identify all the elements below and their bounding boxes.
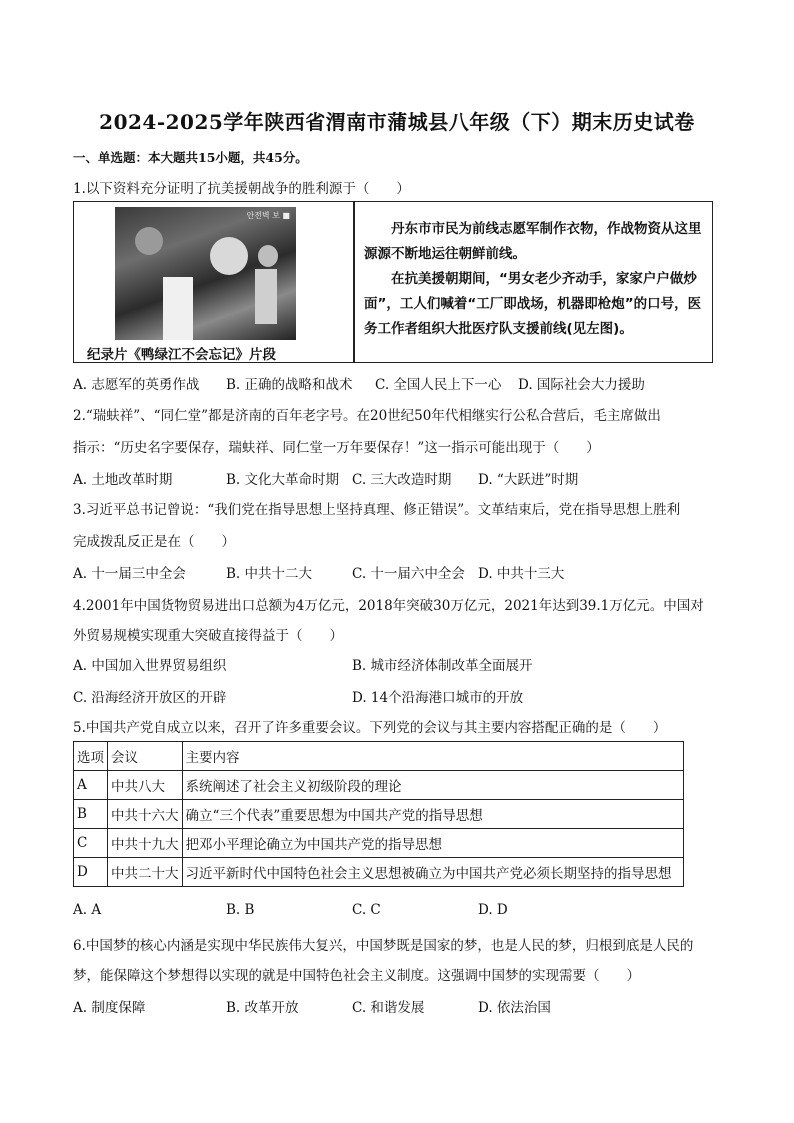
table-header-cell: 选项 bbox=[74, 742, 108, 771]
table-row bbox=[74, 771, 684, 800]
q1-option-a[interactable]: A. 志愿军的英勇作战 bbox=[73, 377, 200, 393]
q6-option-a[interactable]: A. 制度保障 bbox=[73, 1000, 146, 1016]
q4-option-b[interactable]: B. 城市经济体制改革全面展开 bbox=[352, 658, 533, 674]
q1-option-b[interactable]: B. 正确的战略和战术 bbox=[226, 377, 353, 393]
photo-figure-head bbox=[210, 237, 248, 275]
q2-option-c[interactable]: C. 三大改造时期 bbox=[352, 472, 452, 488]
table-row bbox=[74, 858, 684, 887]
q5-stem: 5.中国共产党自成立以来，召开了许多重要会议。下列党的会议与其主要内容搭配正确的是（ ） bbox=[73, 720, 667, 736]
q3-option-c[interactable]: C. 十一届六中全会 bbox=[352, 566, 465, 582]
q4-option-d[interactable]: D. 14个沿海港口城市的开放 bbox=[352, 690, 524, 706]
table-header-cell: 会议 bbox=[108, 742, 183, 771]
q5-table bbox=[73, 741, 684, 887]
q6-option-b[interactable]: B. 改革开放 bbox=[226, 1000, 299, 1016]
q5-option-a[interactable]: A. A bbox=[73, 902, 102, 918]
table-header-row bbox=[74, 742, 684, 771]
table-header-cell: 主要内容 bbox=[182, 742, 684, 771]
q3-option-d[interactable]: D. 中共十三大 bbox=[478, 566, 565, 582]
q5-option-c[interactable]: C. C bbox=[352, 902, 381, 918]
q3-option-a[interactable]: A. 十一届三中全会 bbox=[73, 566, 186, 582]
exam-title: 2024-2025学年陕西省渭南市蒲城县八年级（下）期末历史试卷 bbox=[99, 110, 695, 134]
photo-figure-body bbox=[163, 277, 193, 340]
q1-stem: 1.以下资料充分证明了抗美援朝战争的胜利源于（ ） bbox=[73, 181, 410, 197]
documentary-photo bbox=[115, 207, 296, 340]
q1-option-d[interactable]: D. 国际社会大力援助 bbox=[518, 377, 645, 393]
table-cell: 确立“三个代表”重要思想为中国共产党的指导思想 bbox=[182, 800, 684, 829]
q1-source-text bbox=[364, 217, 710, 342]
q3-option-b[interactable]: B. 中共十二大 bbox=[226, 566, 313, 582]
q5-option-b[interactable]: B. B bbox=[226, 902, 255, 918]
table-cell: B bbox=[74, 800, 108, 829]
q6-stem-line-1: 6.中国梦的核心内涵是实现中华民族伟大复兴，中国梦既是国家的梦，也是人民的梦，归根到底是人民的 bbox=[73, 938, 694, 954]
q6-option-c[interactable]: C. 和谐发展 bbox=[352, 1000, 425, 1016]
q5-option-d[interactable]: D. D bbox=[478, 902, 508, 918]
table-cell: C bbox=[74, 829, 108, 858]
table-cell: D bbox=[74, 858, 108, 887]
table-cell: 中共十六大 bbox=[108, 800, 183, 829]
photo-sign: 안전벽 보 ■ bbox=[246, 211, 290, 220]
q4-stem-line-1: 4.2001年中国货物贸易进出口总额为4万亿元，2018年突破30万亿元，2021年达到39.1万亿元。中国对 bbox=[73, 598, 704, 614]
q2-stem-line-2: 指示：“历史名字要保存，瑞蚨祥、同仁堂一万年要保存！”这一指示可能出现于（ ） bbox=[73, 440, 600, 456]
q2-option-d[interactable]: D. “大跃进”时期 bbox=[478, 472, 579, 488]
photo-child-figure bbox=[255, 269, 277, 324]
table-cell: 中共二十大 bbox=[108, 858, 183, 887]
table-row bbox=[74, 829, 684, 858]
q2-option-b[interactable]: B. 文化大革命时期 bbox=[226, 472, 340, 488]
q1-option-c[interactable]: C. 全国人民上下一心 bbox=[375, 377, 502, 393]
q4-option-a[interactable]: A. 中国加入世界贸易组织 bbox=[73, 658, 227, 674]
table-cell: 中共八大 bbox=[108, 771, 183, 800]
section-heading: 一、单选题：本大题共15小题，共45分。 bbox=[73, 150, 308, 165]
q4-option-c[interactable]: C. 沿海经济开放区的开辟 bbox=[73, 690, 227, 706]
source-paragraph-2: 在抗美援朝期间，“男女老少齐动手，家家户户做炒面”，工人们喊着“工厂即战场，机器即枪炮”的口号，医务工作者组织大批医疗队支援前线(见左图)。 bbox=[364, 271, 702, 337]
q2-option-a[interactable]: A. 土地改革时期 bbox=[73, 472, 173, 488]
table-cell: A bbox=[74, 771, 108, 800]
q3-stem-line-2: 完成拨乱反正是在（ ） bbox=[73, 534, 235, 550]
source-paragraph-1: 丹东市市民为前线志愿军制作衣物，作战物资从这里源源不断地运往朝鲜前线。 bbox=[364, 221, 702, 262]
table-cell: 把邓小平理论确立为中国共产党的指导思想 bbox=[182, 829, 684, 858]
q6-stem-line-2: 梦，能保障这个梦想得以实现的就是中国特色社会主义制度。这强调中国梦的实现需要（ ） bbox=[73, 968, 640, 984]
q3-stem-line-1: 3.习近平总书记曾说：“我们党在指导思想上坚持真理、修正错误”。文革结束后，党在指导思想上胜利 bbox=[73, 502, 681, 518]
q6-option-d[interactable]: D. 依法治国 bbox=[478, 1000, 551, 1016]
photo-background-figure bbox=[135, 227, 163, 255]
table-cell: 习近平新时代中国特色社会主义思想被确立为中国共产党必须长期坚持的指导思想 bbox=[182, 858, 684, 887]
photo-child-head bbox=[258, 245, 278, 267]
source-divider bbox=[353, 202, 355, 362]
table-cell: 系统阐述了社会主义初级阶段的理论 bbox=[182, 771, 684, 800]
table-cell: 中共十九大 bbox=[108, 829, 183, 858]
q2-stem-line-1: 2.“瑞蚨祥”、“同仁堂”都是济南的百年老字号。在20世纪50年代相继实行公私合营后，毛主席做出 bbox=[73, 408, 661, 424]
table-row bbox=[74, 800, 684, 829]
q1-source-box bbox=[73, 201, 713, 363]
q4-stem-line-2: 外贸易规模实现重大突破直接得益于（ ） bbox=[73, 628, 343, 644]
photo-caption: 纪录片《鸭绿江不会忘记》片段 bbox=[87, 347, 276, 363]
